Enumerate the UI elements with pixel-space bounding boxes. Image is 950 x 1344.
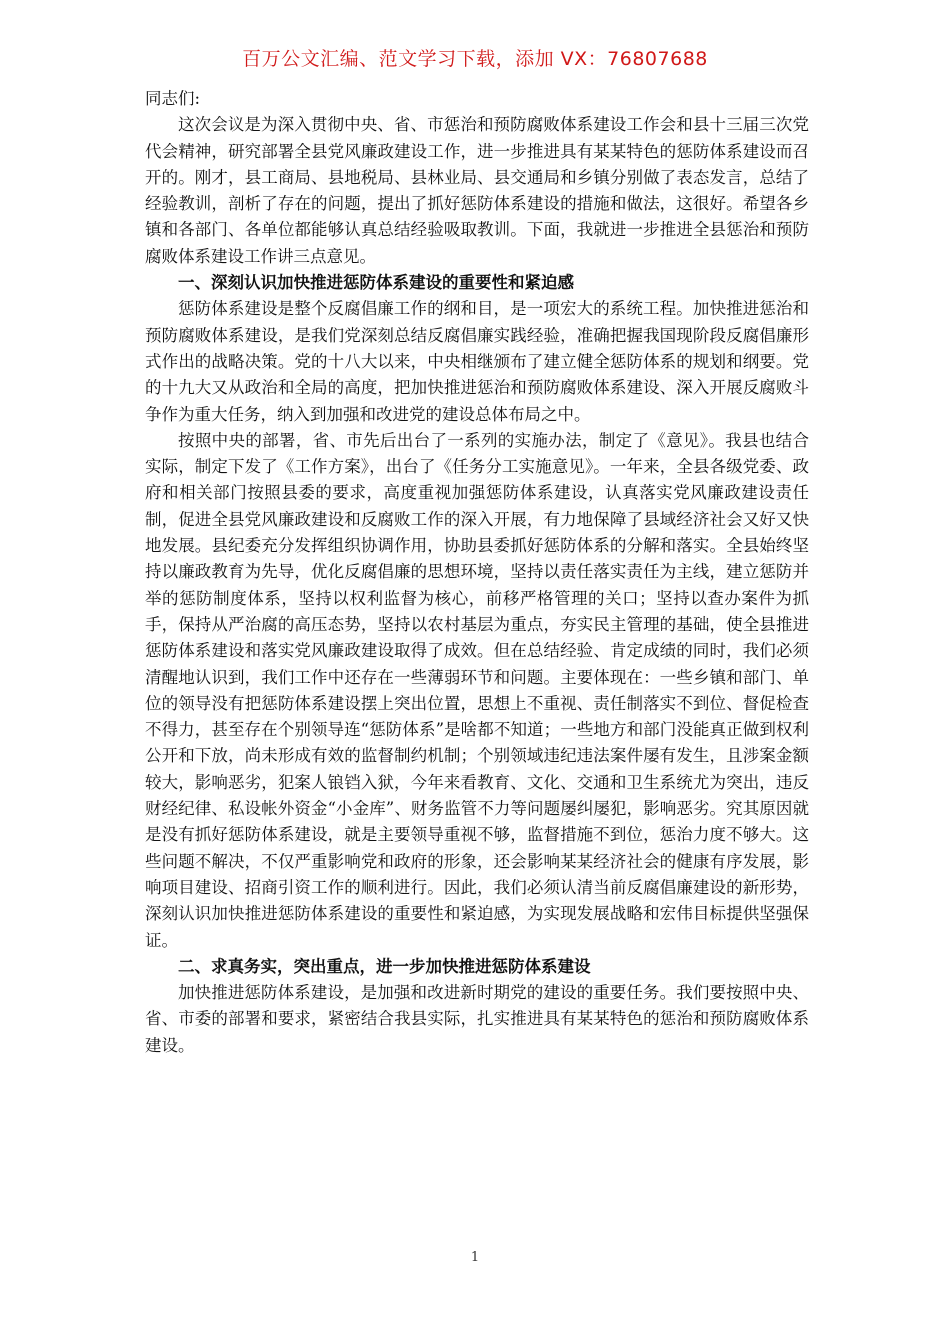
- paragraph-section1-b: 按照中央的部署，省、市先后出台了一系列的实施办法，制定了《意见》。我县也结合实际，制定下发了《工作方案》，出台了《任务分工实施意见》。一年来，全县各级党委、政府和相关部门按照县委的要求，高度重视加强惩防体系建设，认真落实党风廉政建设责任制，促进全县党风廉政建设和反腐败工作的深入开展，有力地保障了县域经济社会又好又快地发展。县纪委充分发挥组织协调作用，协助县委抓好惩防体系的分解和落实。全县始终坚持以廉政教育为先导，优化反腐倡廉的思想环境，坚持以责任落实责任为主线，建立惩防并举的惩防制度体系，坚持以权利监督为核心，前移严格管理的关口；坚持以查办案件为抓手，保持从严治腐的高压态势，坚持以农村基层为重点，夯实民主管理的基础，使全县推进惩防体系建设和落实党风廉政建设取得了成效。但在总结经验、肯定成绩的同时，我们必须清醒地认识到，我们工作中还存在一些薄弱环节和问题。主要体现在：一些乡镇和部门、单位的领导没有把惩防体系建设摆上突出位置，思想上不重视、责任制落实不到位、督促检查不得力，甚至存在个别领导连“惩防体系”是啥都不知道；一些地方和部门没能真正做到权利公开和下放，尚未形成有效的监督制约机制；个别领域违纪违法案件屡有发生，且涉案金额较大，影响恶劣，犯案人锒铛入狱，今年来看教育、文化、交通和卫生系统尤为突出，违反财经纪律、私设帐外资金“小金库”、财务监管不力等问题屡纠屡犯，影响恶劣。究其原因就是没有抓好惩防体系建设，就是主要领导重视不够，监督措施不到位，惩治力度不够大。这些问题不解决，不仅严重影响党和政府的形象，还会影响某某经济社会的健康有序发展，影响项目建设、招商引资工作的顺利进行。因此，我们必须认清当前反腐倡廉建设的新形势，深刻认识加快推进惩防体系建设的重要性和紧迫感，为实现发展战略和宏伟目标提供坚强保证。: [145, 430, 809, 950]
- page-number: 1: [470, 1250, 480, 1265]
- paragraph-intro: 这次会议是为深入贯彻中央、省、市惩治和预防腐败体系建设工作会和县十三届三次党代会精神，研究部署全县党风廉政建设工作，进一步推进具有某某特色的惩防体系建设而召开的。刚才，县工商局、县地税局、县林业局、县交通局和乡镇分别做了表态发言，总结了经验教训，剖析了存在的问题，提出了抓好惩防体系建设的措施和做法，这很好。希望各乡镇和各部门、各单位都能够认真总结经验吸取教训。下面，我就进一步推进全县惩治和预防腐败体系建设工作讲三点意见。: [145, 115, 809, 266]
- document-body: [145, 86, 809, 1059]
- section-heading-2: 二、求真务实，突出重点，进一步加快推进惩防体系建设: [178, 956, 591, 976]
- paragraph-section2-a: 加快推进惩防体系建设，是加强和改进新时期党的建设的重要任务。我们要按照中央、省、市委的部署和要求，紧密结合我县实际，扎实推进具有某某特色的惩治和预防腐败体系建设。: [145, 983, 809, 1055]
- section-heading-1: 一、深刻认识加快推进惩防体系建设的重要性和紧迫感: [178, 273, 574, 293]
- header-banner: 百万公文汇编、范文学习下载，添加 VX：76807688: [242, 48, 708, 70]
- paragraph-section1-a: 惩防体系建设是整个反腐倡廉工作的纲和目，是一项宏大的系统工程。加快推进惩治和预防腐败体系建设，是我们党深刻总结反腐倡廉实践经验，准确把握我国现阶段反腐倡廉形式作出的战略决策。党的十八大以来，中央相继颁布了建立健全惩防体系的规划和纲要。党的十九大又从政治和全局的高度，把加快推进惩治和预防腐败体系建设、深入开展反腐败斗争作为重大任务，纳入到加强和改进党的建设总体布局之中。: [145, 299, 809, 424]
- salutation: 同志们:: [145, 89, 201, 108]
